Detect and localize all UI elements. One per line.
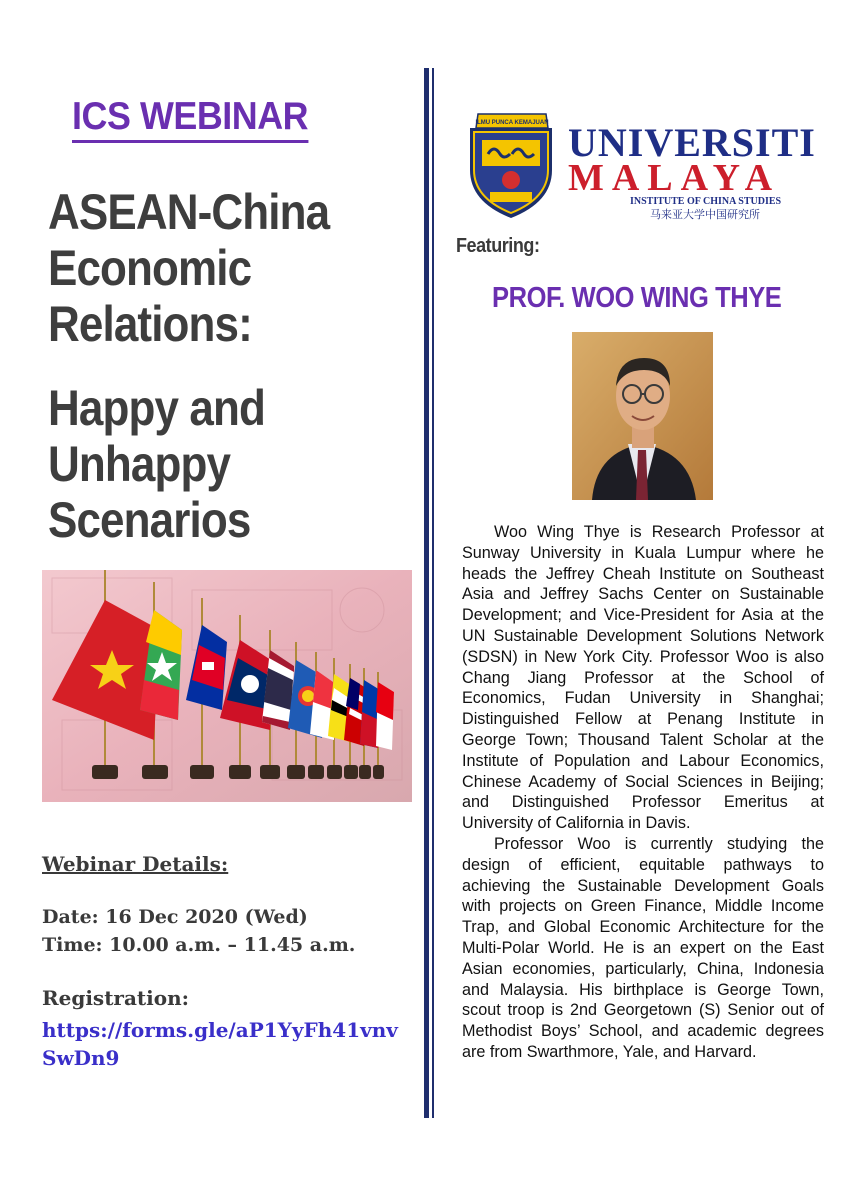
column-divider	[424, 68, 434, 1118]
crest-motto: ILMU PUNCA KEMAJUAN	[475, 120, 549, 126]
sub-title-line: Scenarios	[48, 492, 251, 548]
bio-paragraph: Woo Wing Thye is Research Professor at Sunway University in Kuala Lumpur where he heads the Jeffrey Cheah Institute on Southeast Asia and Jeffrey Sachs Center on Sustainable Development; and Vice-President for Asia at the UN Sustainable Development Solutions Network (SDSN) in New York City. Professor Woo is also Chang Jiang Professor at the School of Economics, Fudan University in Shanghai; Distinguished Fellow at Penang Institute in George Town; Thousand Talent Scholar at the Institute of Population and Labour Economics, Chinese Academy of Social Sciences in Beijing; and Distinguished Professor Emeritus at University of California in Davis.	[462, 523, 824, 833]
university-name-line1: UNIVERSITI	[568, 120, 816, 165]
divider-thick-line	[424, 68, 429, 1118]
registration-label: Registration:	[42, 986, 190, 1010]
main-title	[48, 184, 368, 352]
university-name-line2: MALAYA	[568, 157, 781, 199]
sub-title	[48, 380, 295, 548]
university-crest-icon	[470, 114, 552, 218]
speaker-portrait	[572, 332, 713, 500]
featuring-label: Featuring:	[456, 235, 540, 257]
registration-link[interactable]: https://forms.gle/aP1YyFh41vnvSwDn9	[42, 1018, 398, 1070]
webinar-date: Date: 16 Dec 2020 (Wed)	[42, 906, 308, 928]
speaker-name: PROF. WOO WING THYE	[492, 282, 782, 314]
webinar-label: ICS WEBINAR	[72, 94, 308, 143]
webinar-details-heading: Webinar Details:	[42, 852, 229, 876]
universiti-malaya-logo	[468, 110, 818, 220]
sub-title-line: Unhappy	[48, 436, 231, 492]
institute-name-chinese: 马来亚大学中国研究所	[650, 208, 760, 220]
divider-thin-line	[432, 68, 434, 1118]
main-title-line: ASEAN-China	[48, 184, 330, 240]
institute-name: INSTITUTE OF CHINA STUDIES	[630, 196, 782, 207]
sub-title-line: Happy and	[48, 380, 266, 436]
main-title-line: Relations:	[48, 296, 252, 352]
asean-flags-photo	[42, 570, 412, 802]
webinar-time: Time: 10.00 a.m. – 11.45 a.m.	[42, 934, 356, 956]
speaker-bio	[462, 522, 824, 1063]
right-column	[438, 0, 848, 1200]
main-title-line: Economic	[48, 240, 252, 296]
bio-paragraph: Professor Woo is currently studying the design of efficient, equitable pathways to achieving the Sustainable Development Goals with projects on Green Finance, Middle Income Trap, and Global Economic Architecture for the Multi-Polar World. He is an expert on the East Asian economies, particularly, China, Indonesia and Malaysia. His birthplace is George Town, scout troop is 2nd Georgetown (S) Senior out of Methodist Boys’ School, and academic degrees are from Swarthmore, Yale, and Harvard.	[462, 834, 824, 1061]
